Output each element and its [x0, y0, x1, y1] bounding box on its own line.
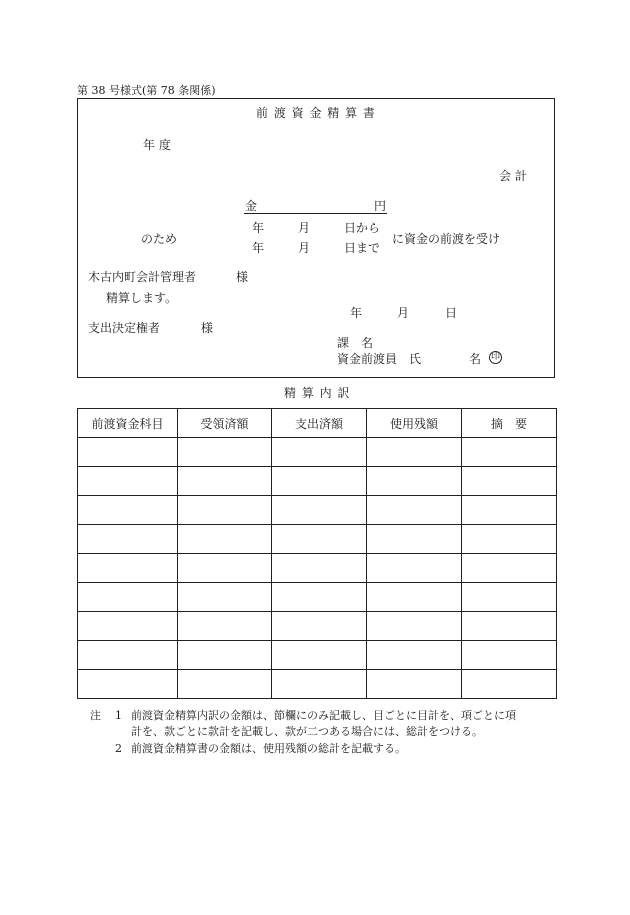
period-start-day: 日から	[344, 221, 381, 235]
authority-honorific: 様	[201, 321, 214, 335]
table-cell[interactable]	[462, 525, 557, 554]
column-header-subject: 前渡資金科目	[78, 409, 178, 438]
amount-underline	[244, 213, 387, 214]
table-row	[78, 496, 557, 525]
table-row	[78, 467, 557, 496]
form-title: 前 渡 資 金 精 算 書	[256, 106, 376, 120]
period-end-year: 年	[252, 241, 265, 255]
form-number: 第 38 号様式(第 78 条関係)	[77, 84, 216, 97]
table-cell[interactable]	[78, 554, 178, 583]
table-cell[interactable]	[367, 583, 462, 612]
table-cell[interactable]	[272, 525, 367, 554]
table-cell[interactable]	[178, 467, 272, 496]
table-row	[78, 612, 557, 641]
period-start-year: 年	[252, 221, 265, 235]
table-cell[interactable]	[272, 438, 367, 467]
column-header-remarks: 摘 要	[462, 409, 557, 438]
fiscal-year-label: 年 度	[143, 138, 171, 152]
table-cell[interactable]	[78, 438, 178, 467]
table-cell[interactable]	[462, 467, 557, 496]
note-1-number: 1	[115, 709, 122, 722]
table-cell[interactable]	[367, 641, 462, 670]
table-row	[78, 525, 557, 554]
table-cell[interactable]	[462, 438, 557, 467]
table-cell[interactable]	[78, 612, 178, 641]
table-header-row	[78, 409, 557, 438]
name-label: 名	[469, 352, 482, 366]
advance-label: に資金の前渡を受け	[392, 232, 501, 246]
table-cell[interactable]	[462, 496, 557, 525]
table-cell[interactable]	[178, 496, 272, 525]
advance-officer-label: 資金前渡員 氏	[337, 352, 422, 366]
column-header-received: 受領済額	[178, 409, 272, 438]
amount-prefix: 金	[245, 199, 258, 213]
table-cell[interactable]	[367, 670, 462, 699]
table-cell[interactable]	[78, 496, 178, 525]
table-cell[interactable]	[367, 554, 462, 583]
table-row	[78, 583, 557, 612]
table-cell[interactable]	[272, 467, 367, 496]
table-row	[78, 438, 557, 467]
table-cell[interactable]	[367, 525, 462, 554]
table-cell[interactable]	[178, 641, 272, 670]
table-row	[78, 554, 557, 583]
notes-label: 注	[90, 709, 101, 722]
table-row	[78, 641, 557, 670]
table-row	[78, 670, 557, 699]
date-day: 日	[445, 306, 458, 320]
authority-label: 支出決定権者	[88, 321, 161, 335]
table-cell[interactable]	[78, 583, 178, 612]
table-cell[interactable]	[367, 467, 462, 496]
table-cell[interactable]	[462, 641, 557, 670]
note-2-line-1: 前渡資金精算書の金額は、使用残額の総計を記載する。	[131, 742, 406, 755]
table-cell[interactable]	[78, 525, 178, 554]
section-name-label: 課 名	[337, 336, 374, 350]
manager-label: 木古内町会計管理者	[88, 270, 197, 284]
seal-mark: 印	[490, 352, 500, 362]
table-cell[interactable]	[78, 641, 178, 670]
breakdown-title: 精 算 内 訳	[284, 386, 351, 400]
date-month: 月	[397, 306, 410, 320]
table-cell[interactable]	[78, 467, 178, 496]
table-cell[interactable]	[367, 612, 462, 641]
table-cell[interactable]	[178, 554, 272, 583]
table-cell[interactable]	[272, 496, 367, 525]
table-cell[interactable]	[272, 641, 367, 670]
table-cell[interactable]	[462, 554, 557, 583]
table-cell[interactable]	[178, 525, 272, 554]
table-cell[interactable]	[178, 583, 272, 612]
column-header-expended: 支出済額	[272, 409, 367, 438]
table-cell[interactable]	[462, 670, 557, 699]
table-cell[interactable]	[272, 554, 367, 583]
period-end-day: 日まで	[344, 241, 381, 255]
column-header-remaining: 使用残額	[367, 409, 462, 438]
period-end-month: 月	[298, 241, 311, 255]
table-cell[interactable]	[272, 583, 367, 612]
table-cell[interactable]	[178, 438, 272, 467]
table-cell[interactable]	[272, 612, 367, 641]
table-cell[interactable]	[462, 612, 557, 641]
note-2-number: 2	[115, 742, 122, 755]
table-cell[interactable]	[462, 583, 557, 612]
table-body	[78, 438, 557, 699]
account-label: 会 計	[499, 169, 527, 183]
manager-honorific: 様	[236, 270, 249, 284]
period-start-month: 月	[298, 221, 311, 235]
note-1-line-1: 前渡資金精算内訳の金額は、節欄にのみ記載し、目ごとに目計を、項ごとに項	[131, 709, 516, 722]
date-year: 年	[350, 306, 363, 320]
table-cell[interactable]	[367, 438, 462, 467]
table-cell[interactable]	[272, 670, 367, 699]
amount-suffix: 円	[374, 199, 387, 213]
settlement-breakdown-table	[77, 408, 557, 699]
table-cell[interactable]	[367, 496, 462, 525]
table-cell[interactable]	[178, 612, 272, 641]
table-cell[interactable]	[178, 670, 272, 699]
table-cell[interactable]	[78, 670, 178, 699]
purpose-label: のため	[141, 232, 178, 246]
note-1-line-2: 計を、款ごとに款計を記載し、款が二つある場合には、総計をつける。	[131, 725, 483, 738]
settlement-statement: 精算します。	[106, 291, 178, 305]
